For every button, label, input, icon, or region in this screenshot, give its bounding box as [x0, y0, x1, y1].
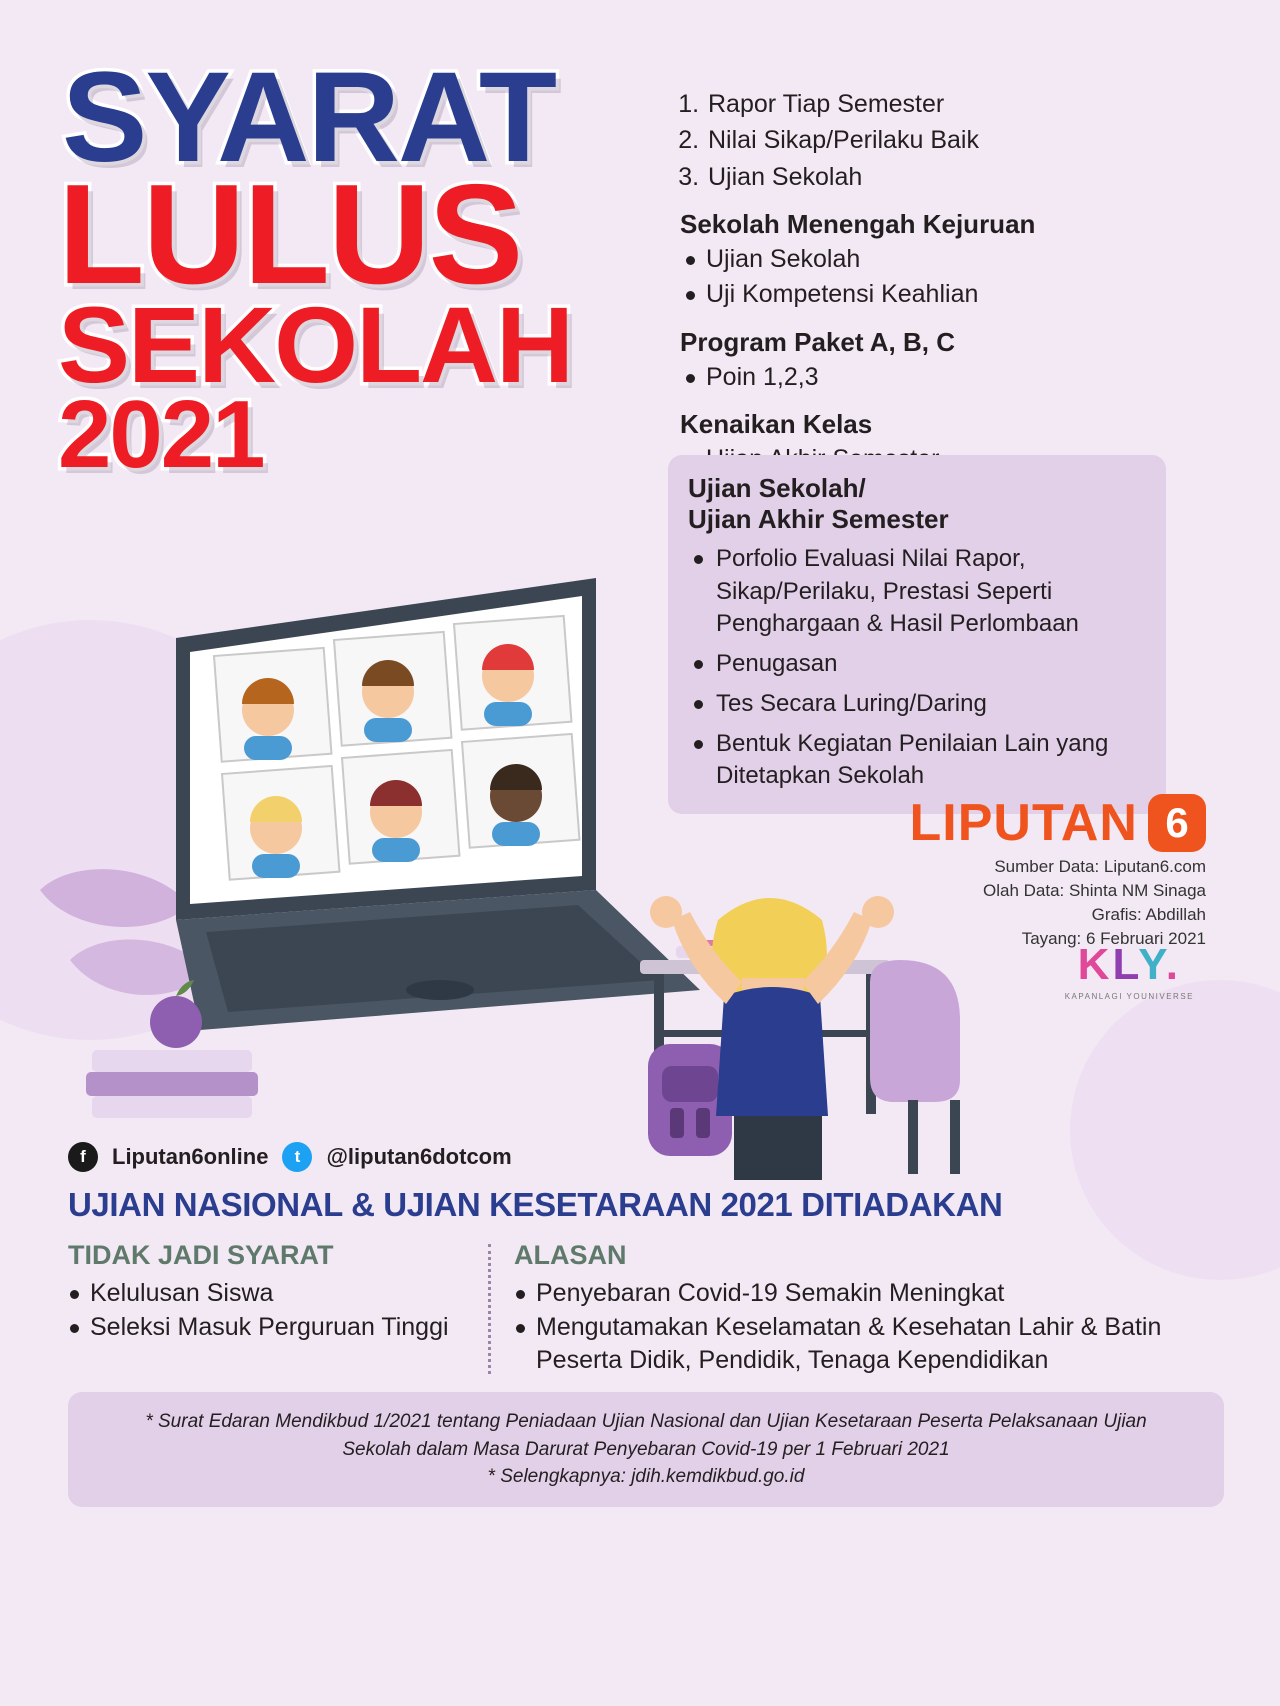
column-items: [68, 1277, 488, 1344]
list-item: 3. Ujian Sekolah: [706, 159, 1220, 195]
list-item: 1. Rapor Tiap Semester: [706, 86, 1220, 122]
info-panel-title-line2: Ujian Akhir Semester: [688, 504, 949, 535]
credit-line: Tayang: 6 Februari 2021: [1021, 929, 1206, 949]
liputan6-wordmark: LIPUTAN: [909, 794, 1138, 852]
headline-line-4: 2021: [58, 380, 264, 488]
footnote-panel: [68, 1392, 1224, 1507]
requirements-list: [680, 86, 1220, 478]
headline-line-2: LULUS: [58, 154, 522, 314]
list-item: 2. Nilai Sikap/Perilaku Baik: [706, 122, 1220, 158]
liputan6-badge: 6: [1148, 794, 1206, 852]
kly-logo: [1065, 940, 1194, 1001]
facebook-handle: Liputan6online: [112, 1144, 269, 1169]
column-tidak-jadi-syarat: [68, 1240, 488, 1378]
kly-dot: .: [1165, 940, 1182, 989]
section-items-smk: [680, 242, 1220, 313]
twitter-handle: @liputan6dotcom: [326, 1144, 512, 1169]
liputan6-logo: [910, 793, 1206, 853]
list-item: Seleksi Masuk Perguruan Tinggi: [68, 1311, 488, 1345]
footnote-line-3: * Selengkapnya: jdih.kemdikbud.go.id: [487, 1466, 805, 1488]
bottom-columns: [68, 1240, 1218, 1378]
list-item: Kelulusan Siswa: [68, 1277, 488, 1311]
section-title-paket: Program Paket A, B, C: [680, 326, 956, 357]
list-item: Penyebaran Covid-19 Semakin Meningkat: [514, 1277, 1204, 1311]
column-title: TIDAK JADI SYARAT: [68, 1240, 334, 1270]
credits-block: [983, 855, 1206, 952]
kly-letter-y: Y: [1138, 940, 1166, 989]
headline-line-1: SYARAT: [62, 46, 555, 189]
list-item: Tes Secara Luring/Daring: [688, 688, 1146, 720]
column-alasan: [514, 1240, 1204, 1378]
credit-line: Olah Data: Shinta NM Sinaga: [982, 881, 1206, 901]
exam-info-panel: [668, 455, 1166, 814]
list-item: Porfolio Evaluasi Nilai Rapor, Sikap/Perilaku, Prestasi Seperti Penghargaan & Hasil Perlombaan: [688, 543, 1146, 639]
info-panel-items: [688, 543, 1146, 792]
list-item: Penugasan: [688, 648, 1146, 680]
kly-wordmark: [1065, 940, 1194, 990]
twitter-icon[interactable]: t: [282, 1142, 312, 1172]
column-title: ALASAN: [514, 1240, 627, 1270]
section-items-paket: [680, 360, 1220, 396]
kly-tagline: KAPANLAGI YOUNIVERSE: [1064, 992, 1194, 1001]
numbered-requirements: [680, 86, 1220, 195]
column-divider: [488, 1244, 492, 1374]
footnote-line-1: * Surat Edaran Mendikbud 1/2021 tentang Peniadaan Ujian Nasional dan Ujian Kesetaraan Peserta Pelaksanaan Ujian: [145, 1411, 1147, 1432]
column-items: [514, 1277, 1204, 1378]
credit-line: Grafis: Abdillah: [1091, 905, 1206, 925]
list-item: Uji Kompetensi Keahlian: [680, 277, 1220, 313]
banner-headline: UJIAN NASIONAL & UJIAN KESETARAAN 2021 DITIADAKAN: [68, 1186, 1003, 1223]
credit-line: Sumber Data: Liputan6.com: [994, 857, 1206, 876]
section-title-smk: Sekolah Menengah Kejuruan: [680, 208, 1036, 239]
facebook-icon[interactable]: f: [68, 1142, 98, 1172]
headline-line-3: SEKOLAH: [58, 284, 573, 406]
info-panel-title-line1: Ujian Sekolah/: [688, 473, 866, 503]
poster-headline: [58, 46, 698, 488]
kly-letter-k: K: [1077, 940, 1113, 989]
kly-letter-l: L: [1112, 940, 1139, 989]
list-item: Bentuk Kegiatan Penilaian Lain yang Ditetapkan Sekolah: [688, 728, 1146, 792]
footnote-line-2: Sekolah dalam Masa Darurat Penyebaran Covid-19 per 1 Februari 2021: [342, 1438, 950, 1460]
list-item: Ujian Sekolah: [680, 242, 1220, 278]
list-item: Poin 1,2,3: [680, 360, 1220, 396]
section-title-kenaikan: Kenaikan Kelas: [680, 409, 873, 440]
list-item: Mengutamakan Keselamatan & Kesehatan Lahir & Batin Peserta Didik, Pendidik, Tenaga Kependidikan: [514, 1311, 1204, 1378]
social-handles: [68, 1142, 512, 1172]
